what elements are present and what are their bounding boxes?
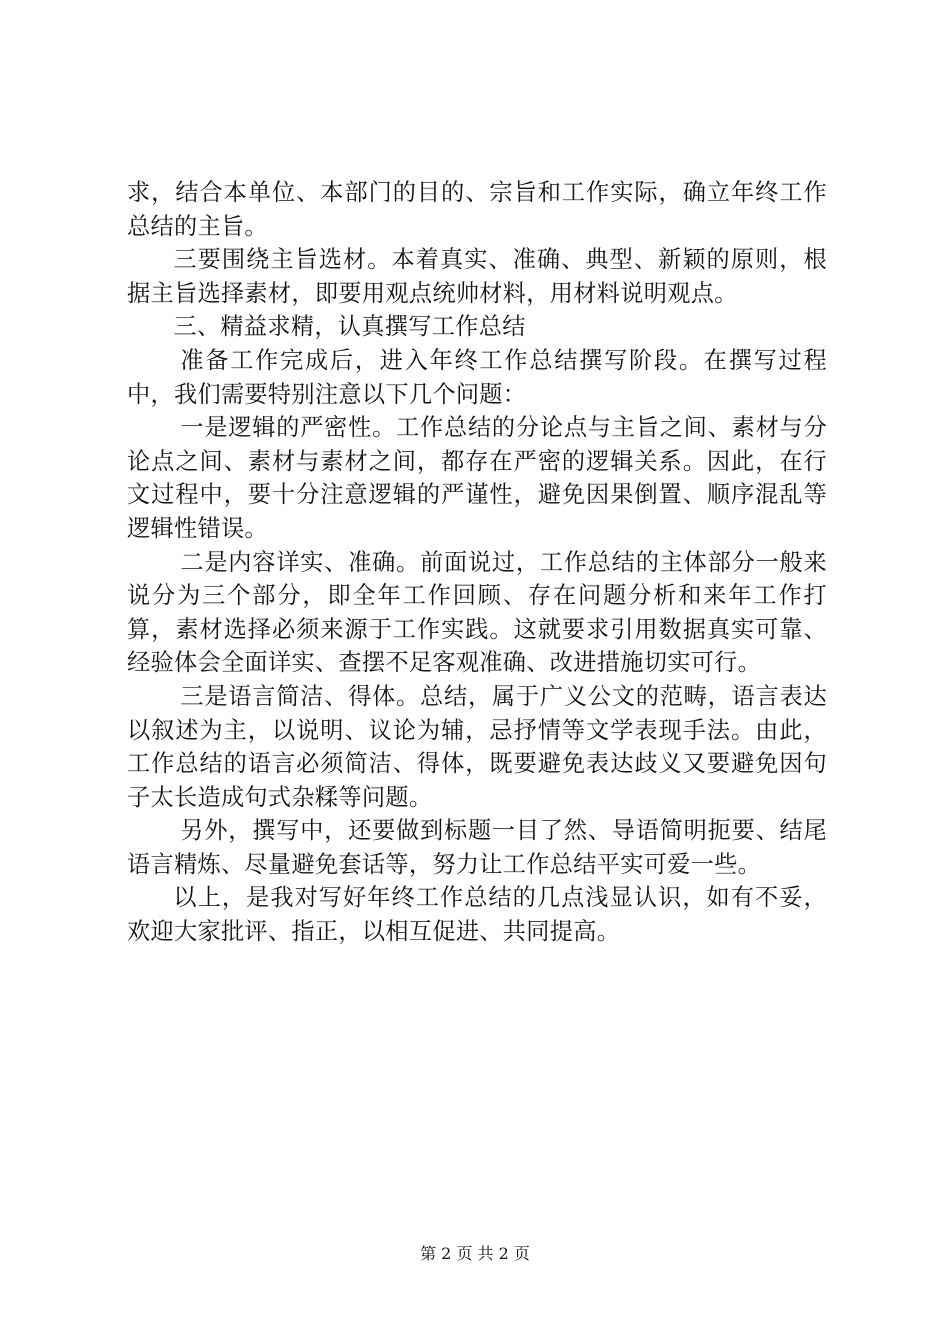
paragraph-8: 以上，是我对写好年终工作总结的几点浅显认识，如有不妥，欢迎大家批评、指正，以相互促进、共同提高。 — [127, 884, 827, 946]
paragraph-4: 一是逻辑的严密性。工作总结的分论点与主旨之间、素材与分论点之间、素材与素材之间，都存在严密的逻辑关系。因此，在行文过程中，要十分注意逻辑的严谨性，避免因果倒置、顺序混乱等逻辑性错误。 — [127, 414, 827, 542]
page-footer: 第 2 页 共 2 页 — [420, 1244, 530, 1263]
document-body — [127, 176, 827, 949]
paragraph-3: 准备工作完成后，进入年终工作总结撰写阶段。在撰写过程中，我们需要特别注意以下几个问题： — [127, 346, 827, 408]
paragraph-7: 另外，撰写中，还要做到标题一目了然、导语简明扼要、结尾语言精炼、尽量避免套话等，努力让工作总结平实可爱一些。 — [127, 817, 827, 878]
paragraph-6: 三是语言简洁、得体。总结，属于广义公文的范畴，语言表达以叙述为主，以说明、议论为辅，忌抒情等文学表现手法。由此，工作总结的语言必须简洁、得体，既要避免表达歧义又要避免因句子太长造成句式杂糅等问题。 — [127, 682, 827, 811]
paragraph-2: 三要围绕主旨选材。本着真实、准确、典型、新颖的原则，根据主旨选择素材，即要用观点统帅材料，用材料说明观点。 — [127, 246, 827, 307]
section-heading: 三、精益求精，认真撰写工作总结 — [173, 313, 526, 341]
paragraph-5: 二是内容详实、准确。前面说过，工作总结的主体部分一般来说分为三个部分，即全年工作回顾、存在问题分析和来年工作打算，素材选择必须来源于工作实践。这就要求引用数据真实可靠、经验体会全面详实、查摆不足客观准确、改进措施切实可行。 — [127, 548, 827, 677]
paragraph-1: 求，结合本单位、本部门的目的、宗旨和工作实际，确立年终工作总结的主旨。 — [127, 179, 827, 240]
